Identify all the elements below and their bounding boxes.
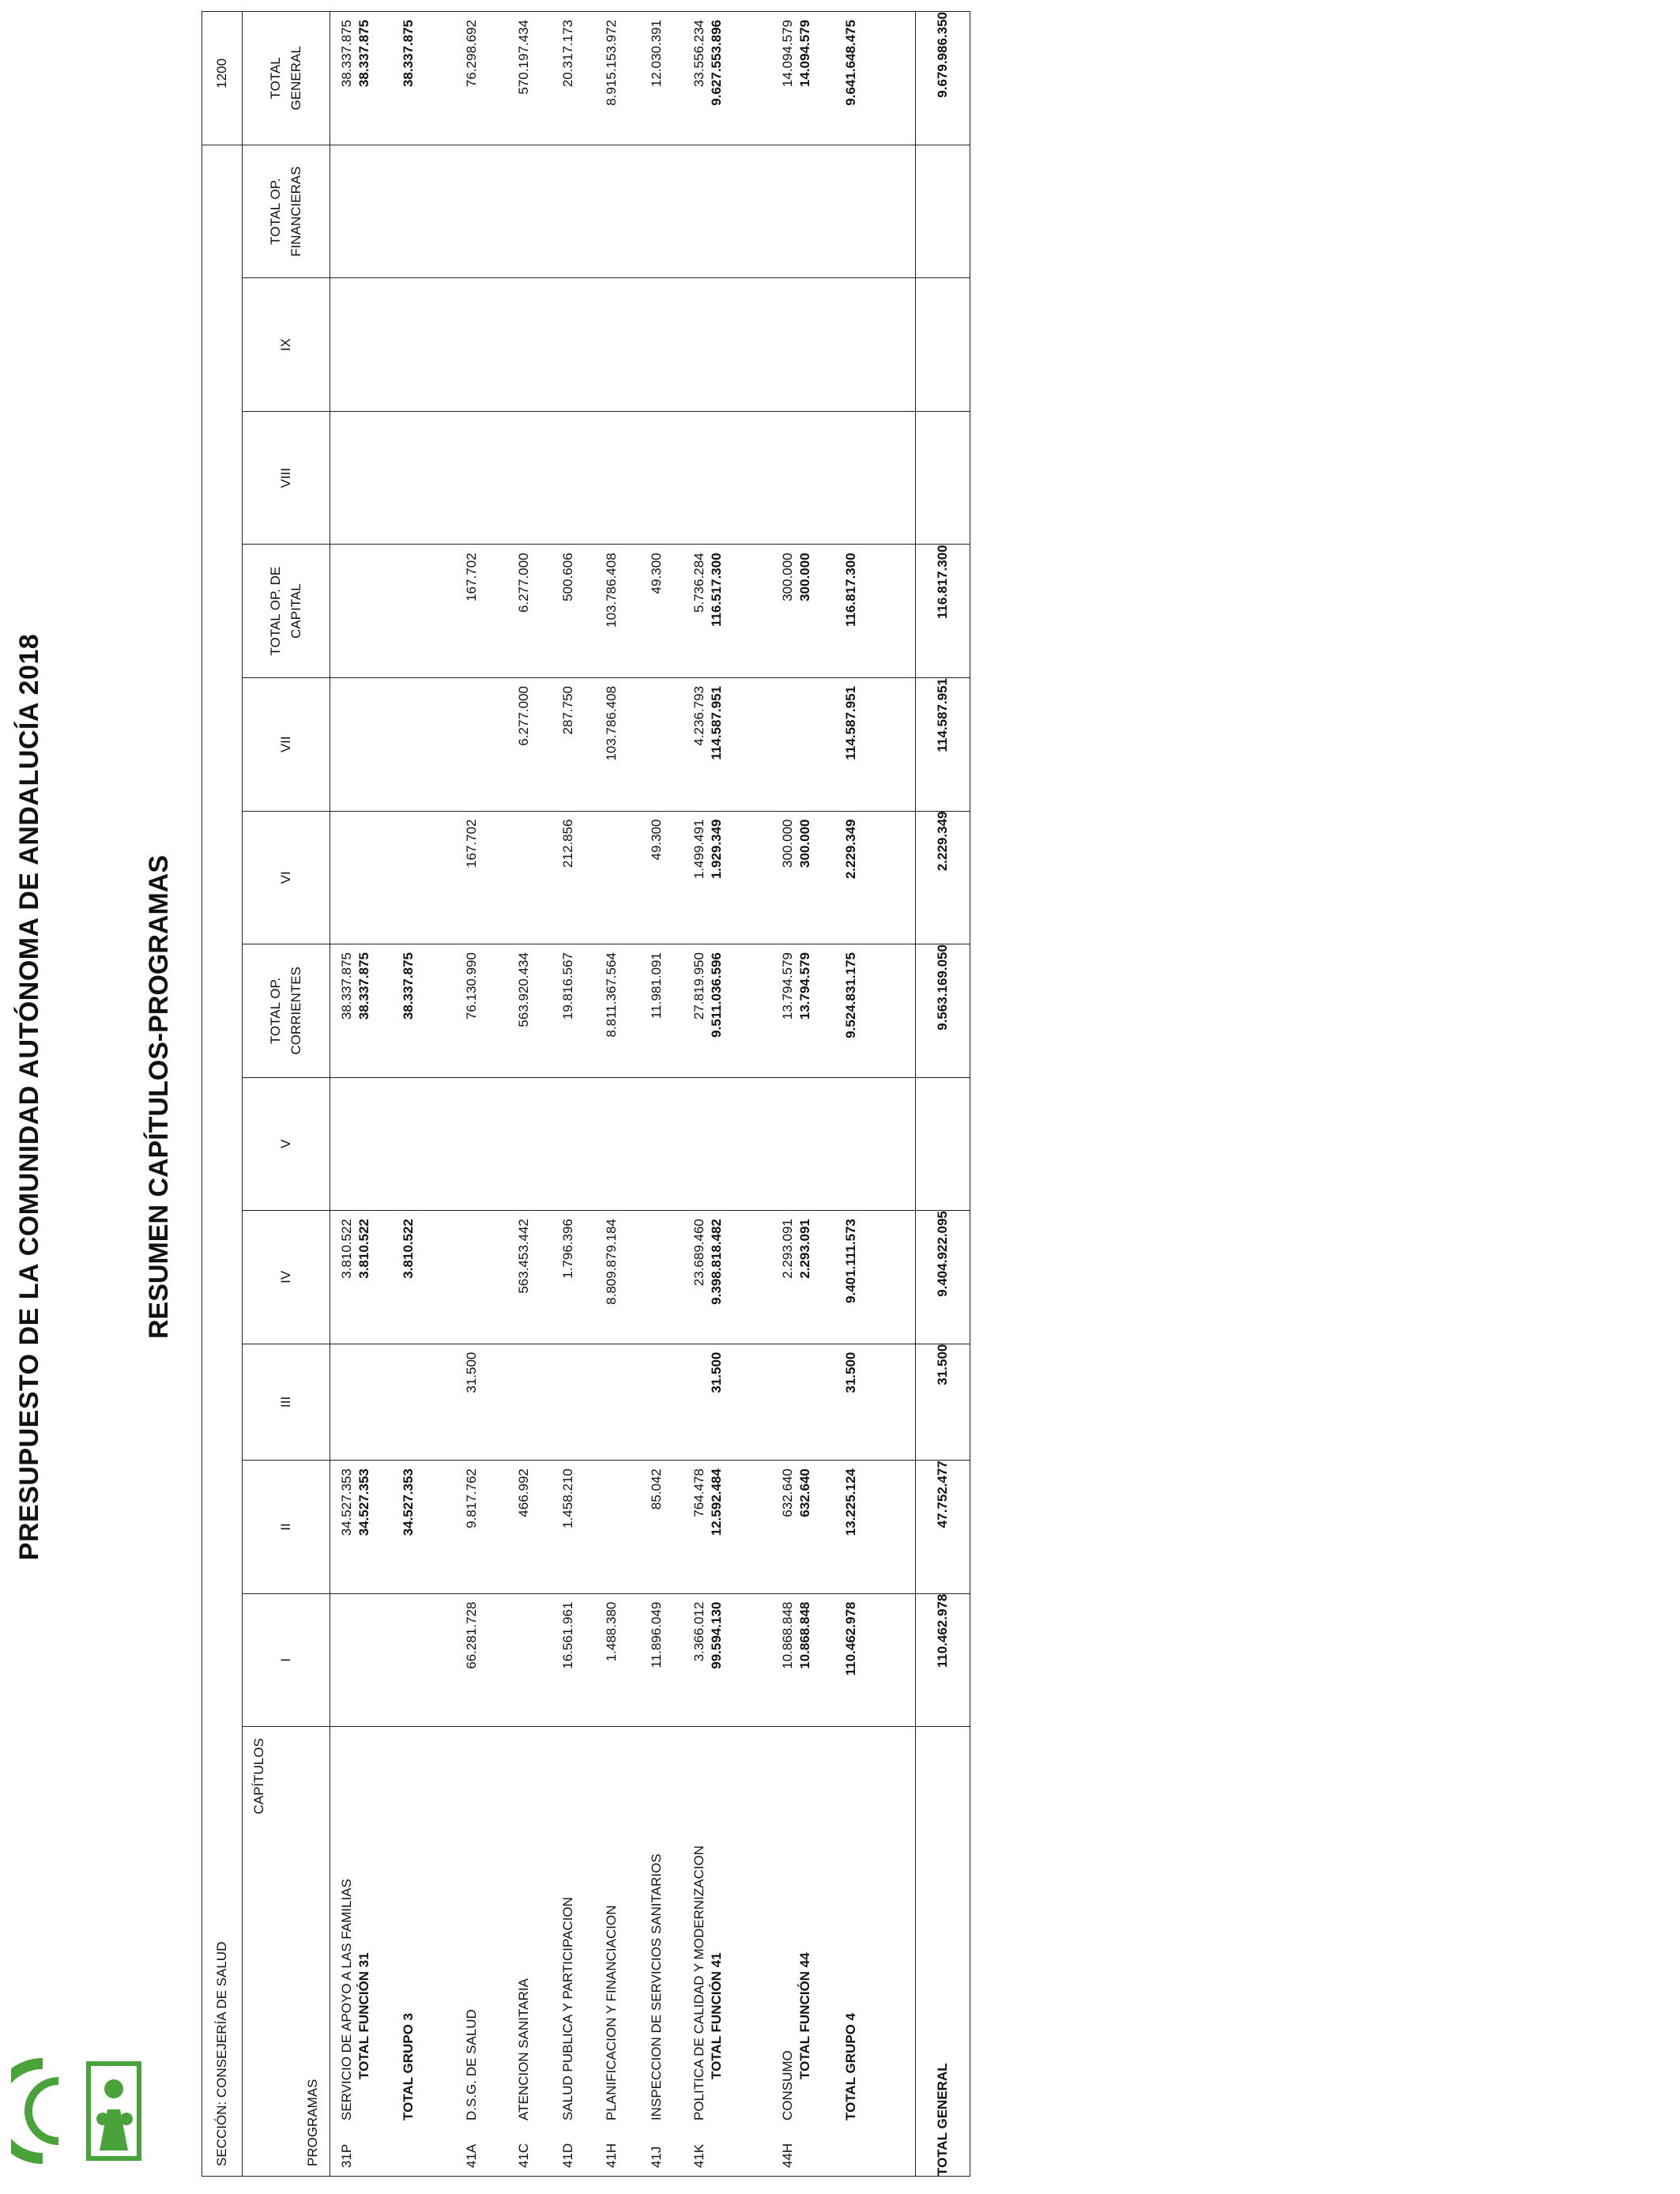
header-capitulos: CAPÍTULOS <box>251 1738 266 1815</box>
total-general-c9 <box>916 278 970 412</box>
table-cell-value: 8.809.879.184 <box>604 1219 619 1305</box>
table-cell-value: 2.293.091 <box>797 1219 812 1279</box>
junta-andalucia-logo-icon <box>11 2040 153 2182</box>
total-general-c3: 31.500 <box>916 1344 970 1460</box>
table-cell-value: 66.281.728 <box>464 1601 479 1669</box>
table-cell-value: 12.030.391 <box>649 20 664 88</box>
table-cell-value: 99.594.130 <box>709 1601 724 1669</box>
table-cell-value: 764.478 <box>691 1468 706 1517</box>
total-general-c1: 110.462.978 <box>916 1593 970 1727</box>
program-name: SALUD PUBLICA Y PARTICIPACION <box>560 1897 575 2120</box>
table-cell-value: 14.094.579 <box>780 20 795 88</box>
table-cell-value: 38.337.875 <box>339 20 354 88</box>
table-cell-value: 38.337.875 <box>339 952 354 1020</box>
header-total-capital <box>243 545 330 678</box>
total-funcion-label: TOTAL FUNCIÓN 31 <box>356 1952 371 2079</box>
table-cell-value: 110.462.978 <box>843 1601 858 1676</box>
header-programas-capitulos <box>243 1727 330 2177</box>
table-cell-value: 34.527.353 <box>356 1468 371 1536</box>
table-cell-value: 11.896.049 <box>649 1601 664 1668</box>
table-cell-value: 10.868.848 <box>780 1601 795 1669</box>
header-text: CORRIENTES <box>288 967 303 1055</box>
header-chapter-viii: VIII <box>243 411 330 545</box>
table-cell-value: 34.527.353 <box>401 1468 416 1536</box>
header-text: GENERAL <box>288 46 303 111</box>
col-c7 <box>330 677 916 811</box>
section-label: SECCIÓN: CONSEJERÍA DE SALUD <box>202 145 243 2176</box>
table-cell-value: 563.920.434 <box>516 952 531 1027</box>
program-code: 41H <box>604 2143 619 2168</box>
table-cell-value: 3.366.012 <box>691 1601 706 1662</box>
table-cell-value: 6.277.000 <box>516 552 531 613</box>
col-c5 <box>330 1077 916 1211</box>
document-subtitle: RESUMEN CAPÍTULOS-PROGRAMAS <box>144 854 174 1340</box>
table-cell-value: 20.317.173 <box>560 20 575 88</box>
col-fin <box>330 145 916 278</box>
table-cell-value: 10.868.848 <box>797 1601 812 1669</box>
table-cell-value: 4.236.793 <box>691 685 706 746</box>
header-total-financieras <box>243 145 330 278</box>
table-cell-value: 6.277.000 <box>516 685 531 746</box>
table-cell-value: 300.000 <box>797 819 812 868</box>
table-cell-value: 38.337.875 <box>401 952 416 1020</box>
table-cell-value: 103.786.408 <box>604 685 619 761</box>
table-cell-value: 9.524.831.175 <box>843 952 858 1039</box>
header-total-general <box>243 12 330 145</box>
table-cell-value: 8.915.153.972 <box>604 20 619 106</box>
table-cell-value: 500.606 <box>560 552 575 601</box>
table-cell-value: 76.298.692 <box>464 20 479 88</box>
total-funcion-label: TOTAL FUNCIÓN 41 <box>709 1952 724 2079</box>
program-code: 41A <box>464 2143 479 2168</box>
program-name: INSPECCION DE SERVICIOS SANITARIOS <box>649 1853 664 2120</box>
table-cell-value: 116.517.300 <box>709 552 724 628</box>
table-cell-value: 2.229.349 <box>843 819 858 880</box>
total-general-tg: 9.679.986.350 <box>916 12 970 145</box>
table-cell-value: 114.587.951 <box>709 685 724 760</box>
col-cap <box>330 545 916 678</box>
table-cell-value: 3.810.522 <box>401 1219 416 1279</box>
table-cell-value: 9.627.553.896 <box>709 20 724 106</box>
table-cell-value: 9.398.818.482 <box>709 1219 724 1305</box>
total-general-c5 <box>916 1077 970 1211</box>
header-chapter-i: I <box>243 1593 330 1727</box>
total-grupo-label: TOTAL GRUPO 4 <box>843 2012 858 2120</box>
header-text: TOTAL OP. DE <box>267 566 283 656</box>
table-cell-value: 27.819.950 <box>691 952 706 1020</box>
table-cell-value: 38.337.875 <box>356 20 371 88</box>
header-total-corrientes <box>243 944 330 1078</box>
table-cell-value: 12.592.484 <box>709 1468 724 1536</box>
table-cell-value: 38.337.875 <box>401 20 416 88</box>
table-cell-value: 31.500 <box>464 1351 479 1393</box>
total-grupo-label: TOTAL GRUPO 3 <box>401 2012 416 2120</box>
table-cell-value: 116.817.300 <box>843 552 858 628</box>
table-cell-value: 31.500 <box>843 1351 858 1393</box>
table-cell-value: 103.786.408 <box>604 552 619 628</box>
table-cell-value: 19.816.567 <box>560 952 575 1020</box>
table-cell-value: 34.527.353 <box>339 1468 354 1536</box>
program-name: D.S.G. DE SALUD <box>464 2009 479 2120</box>
table-cell-value: 167.702 <box>464 819 479 868</box>
table-cell-value: 1.929.349 <box>709 819 724 880</box>
table-cell-value: 5.736.284 <box>691 552 706 613</box>
table-cell-value: 13.794.579 <box>797 952 812 1020</box>
table-cell-value: 38.337.875 <box>356 952 371 1020</box>
total-general-c6: 2.229.349 <box>916 811 970 944</box>
program-name: PLANIFICACION Y FINANCIACION <box>604 1905 619 2120</box>
table-cell-value: 85.042 <box>649 1468 664 1510</box>
total-general-c4: 9.404.922.095 <box>916 1211 970 1344</box>
table-cell-value: 33.556.234 <box>691 20 706 88</box>
table-cell-value: 3.810.522 <box>339 1219 354 1279</box>
table-cell-value: 1.499.491 <box>691 819 706 880</box>
header-programas: PROGRAMAS <box>304 2079 320 2166</box>
program-code: 31P <box>339 2143 354 2168</box>
table-cell-value: 13.225.124 <box>843 1468 858 1536</box>
document-title: PRESUPUESTO DE LA COMUNIDAD AUTÓNOMA DE ANDALUCÍA 2018 <box>14 633 44 1561</box>
program-code: 41J <box>649 2146 664 2168</box>
col-corr <box>330 944 916 1078</box>
table-cell-value: 570.197.434 <box>516 20 531 95</box>
program-code: 41K <box>691 2143 706 2168</box>
col-c2 <box>330 1461 916 1594</box>
col-c1 <box>330 1593 916 1727</box>
table-cell-value: 23.689.460 <box>691 1219 706 1287</box>
program-code: 41D <box>560 2143 575 2168</box>
table-cell-value: 9.511.036.596 <box>709 952 724 1038</box>
table-cell-value: 49.300 <box>649 552 664 594</box>
table-cell-value: 2.293.091 <box>780 1219 795 1279</box>
table-cell-value: 3.810.522 <box>356 1219 371 1279</box>
table-cell-value: 14.094.579 <box>797 20 812 88</box>
table-cell-value: 1.458.210 <box>560 1468 575 1529</box>
header-text: TOTAL <box>267 57 283 100</box>
header-chapter-iv: IV <box>243 1211 330 1344</box>
header-text: TOTAL OP. <box>267 977 283 1045</box>
total-general-corr: 9.563.169.050 <box>916 944 970 1078</box>
budget-summary-table <box>202 11 970 2177</box>
header-chapter-v: V <box>243 1077 330 1211</box>
total-funcion-label: TOTAL FUNCIÓN 44 <box>797 1952 812 2079</box>
program-name: CONSUMO <box>780 2050 795 2120</box>
program-name: SERVICIO DE APOYO A LAS FAMILIAS <box>339 1879 354 2120</box>
table-cell-value: 167.702 <box>464 552 479 601</box>
total-general-c8 <box>916 411 970 545</box>
table-cell-value: 49.300 <box>649 819 664 861</box>
header-text: CAPITAL <box>288 583 303 639</box>
table-cell-value: 632.640 <box>797 1468 812 1517</box>
table-cell-value: 1.488.380 <box>604 1601 619 1662</box>
section-code: 1200 <box>202 12 243 145</box>
table-cell-value: 13.794.579 <box>780 952 795 1020</box>
total-general-fin <box>916 145 970 278</box>
header-chapter-vii: VII <box>243 677 330 811</box>
table-cell-value: 8.811.367.564 <box>604 952 619 1038</box>
total-general-c7: 114.587.951 <box>916 677 970 811</box>
col-c9 <box>330 278 916 412</box>
col-c6 <box>330 811 916 944</box>
header-chapter-vi: VI <box>243 811 330 944</box>
header-chapter-ii: II <box>243 1461 330 1594</box>
col-c3 <box>330 1344 916 1460</box>
program-code: 41C <box>516 2143 531 2168</box>
table-cell-value: 1.796.396 <box>560 1219 575 1279</box>
table-cell-value: 466.992 <box>516 1468 531 1517</box>
table-cell-value: 11.981.091 <box>649 952 664 1019</box>
table-cell-value: 16.561.961 <box>560 1601 575 1669</box>
header-chapter-ix: IX <box>243 278 330 412</box>
programs-column <box>330 1727 916 2177</box>
table-cell-value: 114.587.951 <box>843 685 858 760</box>
table-cell-value: 300.000 <box>797 552 812 601</box>
table-cell-value: 9.401.111.573 <box>843 1219 858 1303</box>
table-cell-value: 9.641.648.475 <box>843 20 858 106</box>
program-name: ATENCION SANITARIA <box>516 1978 531 2120</box>
table-cell-value: 31.500 <box>709 1351 724 1393</box>
program-name: POLITICA DE CALIDAD Y MODERNIZACION <box>691 1845 706 2120</box>
table-cell-value: 300.000 <box>780 552 795 601</box>
table-cell-value: 287.750 <box>560 685 575 735</box>
total-general-label: TOTAL GENERAL <box>916 1727 970 2177</box>
table-cell-value: 212.856 <box>560 819 575 868</box>
header-text: FINANCIERAS <box>288 166 303 257</box>
total-general-c2: 47.752.477 <box>916 1461 970 1594</box>
col-tg <box>330 12 916 145</box>
header-text: TOTAL OP. <box>267 178 283 245</box>
col-c8 <box>330 411 916 545</box>
program-code: 44H <box>780 2143 795 2168</box>
total-general-cap: 116.817.300 <box>916 545 970 678</box>
table-cell-value: 300.000 <box>780 819 795 868</box>
table-cell-value: 76.130.990 <box>464 952 479 1020</box>
table-cell-value: 563.453.442 <box>516 1219 531 1294</box>
col-c4 <box>330 1211 916 1344</box>
table-cell-value: 632.640 <box>780 1468 795 1517</box>
header-chapter-iii: III <box>243 1344 330 1460</box>
table-cell-value: 9.817.762 <box>464 1468 479 1529</box>
